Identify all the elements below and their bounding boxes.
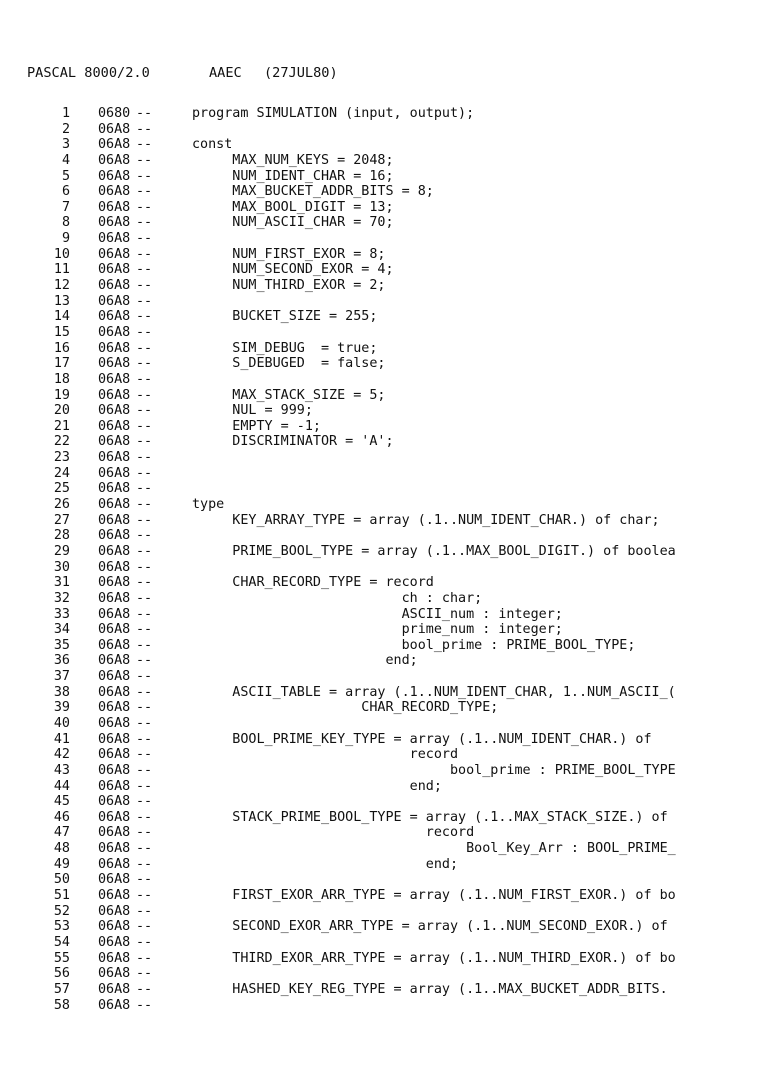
address: 06A8 [98, 684, 131, 700]
flag-marker: -- [136, 794, 153, 810]
listing-line [0, 153, 760, 169]
address: 06A8 [98, 809, 131, 825]
source-code: ASCII_num : integer; [192, 606, 563, 622]
flag-marker: -- [136, 809, 153, 825]
listing-line [0, 575, 760, 591]
line-number: 7 [61, 199, 70, 215]
listing-line [0, 825, 760, 841]
address: 06A8 [98, 653, 131, 669]
address: 06A8 [98, 137, 131, 153]
line-number: 12 [53, 278, 70, 294]
address: 06A8 [98, 418, 131, 434]
flag-marker: -- [136, 559, 153, 575]
flag-marker: -- [136, 497, 153, 513]
listing-line [0, 513, 760, 529]
address: 06A8 [98, 371, 131, 387]
listing-line [0, 607, 760, 623]
listing-line [0, 794, 760, 810]
flag-marker: -- [136, 246, 153, 262]
source-code: end; [192, 653, 418, 669]
flag-marker: -- [136, 231, 153, 247]
address: 06A8 [98, 590, 131, 606]
flag-marker: -- [136, 856, 153, 872]
listing-line [0, 700, 760, 716]
source-code: NUM_FIRST_EXOR = 8; [192, 246, 386, 262]
address: 06A8 [98, 919, 131, 935]
line-number: 34 [53, 622, 70, 638]
line-number: 14 [53, 309, 70, 325]
listing-line [0, 122, 760, 138]
line-number: 58 [53, 997, 70, 1013]
source-code: STACK_PRIME_BOOL_TYPE = array (.1..MAX_STACK_SIZE.) of [192, 809, 668, 825]
address: 06A8 [98, 309, 131, 325]
flag-marker: -- [136, 278, 153, 294]
address: 06A8 [98, 121, 131, 137]
flag-marker: -- [136, 324, 153, 340]
flag-marker: -- [136, 184, 153, 200]
source-code: SECOND_EXOR_ARR_TYPE = array (.1..NUM_SECOND_EXOR.) of [192, 919, 668, 935]
flag-marker: -- [136, 465, 153, 481]
site-name: AAEC [209, 65, 242, 81]
source-code: NUM_SECOND_EXOR = 4; [192, 262, 394, 278]
address: 06A8 [98, 794, 131, 810]
listing-line [0, 669, 760, 685]
line-number: 25 [53, 481, 70, 497]
source-code: BOOL_PRIME_KEY_TYPE = array (.1..NUM_IDENT_CHAR.) of [192, 731, 652, 747]
flag-marker: -- [136, 934, 153, 950]
source-code: bool_prime : PRIME_BOOL_TYPE; [192, 637, 636, 653]
address: 06A8 [98, 778, 131, 794]
flag-marker: -- [136, 981, 153, 997]
flag-marker: -- [136, 731, 153, 747]
line-number: 48 [53, 841, 70, 857]
line-number: 55 [53, 950, 70, 966]
line-number: 32 [53, 590, 70, 606]
flag-marker: -- [136, 137, 153, 153]
address: 06A8 [98, 262, 131, 278]
line-number: 6 [61, 184, 70, 200]
line-number: 24 [53, 465, 70, 481]
address: 06A8 [98, 356, 131, 372]
flag-marker: -- [136, 418, 153, 434]
listing-line [0, 169, 760, 185]
line-number: 56 [53, 966, 70, 982]
address: 06A8 [98, 966, 131, 982]
line-number: 3 [61, 137, 70, 153]
listing-line [0, 872, 760, 888]
flag-marker: -- [136, 450, 153, 466]
flag-marker: -- [136, 293, 153, 309]
address: 06A8 [98, 152, 131, 168]
address: 06A8 [98, 903, 131, 919]
source-code: end; [192, 856, 459, 872]
source-code: program SIMULATION (input, output); [192, 106, 475, 121]
source-code: NUM_ASCII_CHAR = 70; [192, 215, 394, 231]
source-code: EMPTY = -1; [192, 418, 321, 434]
flag-marker: -- [136, 590, 153, 606]
flag-marker: -- [136, 543, 153, 559]
flag-marker: -- [136, 512, 153, 528]
compiler-name: PASCAL 8000/2.0 [27, 65, 150, 81]
address: 06A8 [98, 622, 131, 638]
line-number: 21 [53, 418, 70, 434]
flag-marker: -- [136, 106, 153, 121]
line-number: 15 [53, 324, 70, 340]
line-number: 45 [53, 794, 70, 810]
flag-marker: -- [136, 919, 153, 935]
source-code: KEY_ARRAY_TYPE = array (.1..NUM_IDENT_CHAR.) of char; [192, 512, 660, 528]
address: 06A8 [98, 559, 131, 575]
listing-line [0, 653, 760, 669]
flag-marker: -- [136, 309, 153, 325]
flag-marker: -- [136, 403, 153, 419]
line-number: 49 [53, 856, 70, 872]
listing-line [0, 888, 760, 904]
address: 06A8 [98, 637, 131, 653]
source-code: type [192, 497, 225, 513]
line-number: 11 [53, 262, 70, 278]
source-code: NUM_THIRD_EXOR = 2; [192, 278, 386, 294]
listing-line [0, 278, 760, 294]
line-number: 40 [53, 715, 70, 731]
listing-line [0, 106, 760, 122]
listing-line [0, 231, 760, 247]
line-number: 29 [53, 543, 70, 559]
address: 06A8 [98, 528, 131, 544]
line-number: 17 [53, 356, 70, 372]
line-number: 4 [61, 152, 70, 168]
flag-marker: -- [136, 950, 153, 966]
flag-marker: -- [136, 481, 153, 497]
source-code: record [192, 825, 475, 841]
address: 06A8 [98, 450, 131, 466]
line-number: 54 [53, 934, 70, 950]
source-code: FIRST_EXOR_ARR_TYPE = array (.1..NUM_FIRST_EXOR.) of bo [192, 888, 676, 904]
source-code: S_DEBUGED = false; [192, 356, 386, 372]
flag-marker: -- [136, 684, 153, 700]
address: 06A8 [98, 215, 131, 231]
line-number: 8 [61, 215, 70, 231]
listing-line [0, 779, 760, 795]
address: 06A8 [98, 543, 131, 559]
source-code: CHAR_RECORD_TYPE = record [192, 575, 434, 591]
listing-line [0, 184, 760, 200]
address: 06A8 [98, 715, 131, 731]
flag-marker: -- [136, 825, 153, 841]
source-code: HASHED_KEY_REG_TYPE = array (.1..MAX_BUCKET_ADDR_BITS. [192, 981, 668, 997]
line-number: 27 [53, 512, 70, 528]
address: 06A8 [98, 731, 131, 747]
line-number: 42 [53, 747, 70, 763]
address: 06A8 [98, 403, 131, 419]
flag-marker: -- [136, 262, 153, 278]
line-number: 53 [53, 919, 70, 935]
listing-line [0, 622, 760, 638]
source-code: NUL = 999; [192, 403, 313, 419]
source-code: const [192, 137, 233, 153]
address: 06A8 [98, 324, 131, 340]
line-number: 9 [61, 231, 70, 247]
address: 06A8 [98, 997, 131, 1013]
flag-marker: -- [136, 747, 153, 763]
listing-line [0, 356, 760, 372]
listing-line [0, 341, 760, 357]
flag-marker: -- [136, 966, 153, 982]
flag-marker: -- [136, 903, 153, 919]
address: 06A8 [98, 481, 131, 497]
listing-line [0, 528, 760, 544]
listing-line [0, 544, 760, 560]
listing-line [0, 325, 760, 341]
address: 06A8 [98, 497, 131, 513]
listing-line [0, 200, 760, 216]
listing-line [0, 247, 760, 263]
flag-marker: -- [136, 575, 153, 591]
address: 06A8 [98, 700, 131, 716]
address: 06A8 [98, 981, 131, 997]
listing-line [0, 904, 760, 920]
line-number: 47 [53, 825, 70, 841]
listing-line [0, 998, 760, 1014]
source-code: SIM_DEBUG = true; [192, 340, 378, 356]
line-number: 35 [53, 637, 70, 653]
source-code: prime_num : integer; [192, 622, 563, 638]
line-number: 52 [53, 903, 70, 919]
flag-marker: -- [136, 637, 153, 653]
listing-line [0, 919, 760, 935]
listing-line [0, 638, 760, 654]
flag-marker: -- [136, 997, 153, 1013]
source-code: end; [192, 778, 442, 794]
listing-line [0, 137, 760, 153]
listing-line [0, 716, 760, 732]
listing-line [0, 497, 760, 513]
flag-marker: -- [136, 199, 153, 215]
flag-marker: -- [136, 669, 153, 685]
listing-line [0, 466, 760, 482]
address: 06A8 [98, 950, 131, 966]
address: 06A8 [98, 762, 131, 778]
line-number: 44 [53, 778, 70, 794]
line-number: 51 [53, 888, 70, 904]
address: 06A8 [98, 199, 131, 215]
flag-marker: -- [136, 356, 153, 372]
flag-marker: -- [136, 715, 153, 731]
listing-line [0, 935, 760, 951]
compile-date: (27JUL80) [264, 65, 338, 81]
source-code: MAX_STACK_SIZE = 5; [192, 387, 386, 403]
source-code: ch : char; [192, 590, 483, 606]
flag-marker: -- [136, 340, 153, 356]
listing-line [0, 294, 760, 310]
address: 06A8 [98, 387, 131, 403]
line-number: 33 [53, 606, 70, 622]
line-number: 37 [53, 669, 70, 685]
line-number: 18 [53, 371, 70, 387]
listing-line [0, 403, 760, 419]
flag-marker: -- [136, 121, 153, 137]
flag-marker: -- [136, 371, 153, 387]
flag-marker: -- [136, 841, 153, 857]
flag-marker: -- [136, 606, 153, 622]
flag-marker: -- [136, 700, 153, 716]
listing-line [0, 841, 760, 857]
address: 06A8 [98, 340, 131, 356]
listing-line [0, 951, 760, 967]
listing-line [0, 685, 760, 701]
line-number: 39 [53, 700, 70, 716]
source-listing [0, 106, 760, 1013]
address: 06A8 [98, 246, 131, 262]
listing-line [0, 857, 760, 873]
flag-marker: -- [136, 653, 153, 669]
flag-marker: -- [136, 888, 153, 904]
source-code: DISCRIMINATOR = 'A'; [192, 434, 394, 450]
line-number: 41 [53, 731, 70, 747]
address: 06A8 [98, 512, 131, 528]
line-number: 5 [61, 168, 70, 184]
source-code: PRIME_BOOL_TYPE = array (.1..MAX_BOOL_DIGIT.) of boolea [192, 543, 676, 559]
line-number: 31 [53, 575, 70, 591]
listing-line [0, 215, 760, 231]
line-number: 30 [53, 559, 70, 575]
source-code: MAX_NUM_KEYS = 2048; [192, 152, 394, 168]
flag-marker: -- [136, 872, 153, 888]
line-number: 10 [53, 246, 70, 262]
address: 06A8 [98, 856, 131, 872]
line-number: 38 [53, 684, 70, 700]
address: 06A8 [98, 825, 131, 841]
flag-marker: -- [136, 168, 153, 184]
address: 06A8 [98, 278, 131, 294]
line-number: 46 [53, 809, 70, 825]
source-code: NUM_IDENT_CHAR = 16; [192, 168, 394, 184]
address: 06A8 [98, 669, 131, 685]
listing-line [0, 419, 760, 435]
flag-marker: -- [136, 622, 153, 638]
listing-line [0, 732, 760, 748]
flag-marker: -- [136, 778, 153, 794]
address: 06A8 [98, 934, 131, 950]
listing-line [0, 481, 760, 497]
source-code: MAX_BOOL_DIGIT = 13; [192, 199, 394, 215]
line-number: 2 [61, 121, 70, 137]
listing-line [0, 982, 760, 998]
address: 06A8 [98, 231, 131, 247]
address: 0680 [98, 106, 131, 121]
line-number: 43 [53, 762, 70, 778]
flag-marker: -- [136, 152, 153, 168]
listing-line [0, 372, 760, 388]
line-number: 28 [53, 528, 70, 544]
line-number: 1 [61, 106, 70, 121]
listing-line [0, 262, 760, 278]
source-code: bool_prime : PRIME_BOOL_TYPE [192, 762, 676, 778]
address: 06A8 [98, 888, 131, 904]
source-code: BUCKET_SIZE = 255; [192, 309, 378, 325]
address: 06A8 [98, 434, 131, 450]
source-code: ASCII_TABLE = array (.1..NUM_IDENT_CHAR, 1..NUM_ASCII_( [192, 684, 676, 700]
address: 06A8 [98, 841, 131, 857]
address: 06A8 [98, 606, 131, 622]
line-number: 20 [53, 403, 70, 419]
address: 06A8 [98, 293, 131, 309]
listing-line [0, 763, 760, 779]
listing-line [0, 966, 760, 982]
listing-line [0, 309, 760, 325]
address: 06A8 [98, 465, 131, 481]
address: 06A8 [98, 168, 131, 184]
line-number: 13 [53, 293, 70, 309]
line-number: 16 [53, 340, 70, 356]
line-number: 36 [53, 653, 70, 669]
source-code: MAX_BUCKET_ADDR_BITS = 8; [192, 184, 434, 200]
listing-header [27, 63, 338, 83]
address: 06A8 [98, 747, 131, 763]
source-code: record [192, 747, 459, 763]
listing-line [0, 560, 760, 576]
listing-line [0, 434, 760, 450]
source-code: Bool_Key_Arr : BOOL_PRIME_ [192, 841, 676, 857]
source-code: THIRD_EXOR_ARR_TYPE = array (.1..NUM_THIRD_EXOR.) of bo [192, 950, 676, 966]
source-code: CHAR_RECORD_TYPE; [192, 700, 499, 716]
line-number: 23 [53, 450, 70, 466]
flag-marker: -- [136, 528, 153, 544]
listing-line [0, 591, 760, 607]
flag-marker: -- [136, 762, 153, 778]
listing-line [0, 810, 760, 826]
flag-marker: -- [136, 434, 153, 450]
line-number: 50 [53, 872, 70, 888]
flag-marker: -- [136, 387, 153, 403]
address: 06A8 [98, 575, 131, 591]
address: 06A8 [98, 872, 131, 888]
flag-marker: -- [136, 215, 153, 231]
address: 06A8 [98, 184, 131, 200]
line-number: 22 [53, 434, 70, 450]
line-number: 19 [53, 387, 70, 403]
listing-line [0, 450, 760, 466]
line-number: 57 [53, 981, 70, 997]
listing-line [0, 388, 760, 404]
listing-line [0, 747, 760, 763]
line-number: 26 [53, 497, 70, 513]
